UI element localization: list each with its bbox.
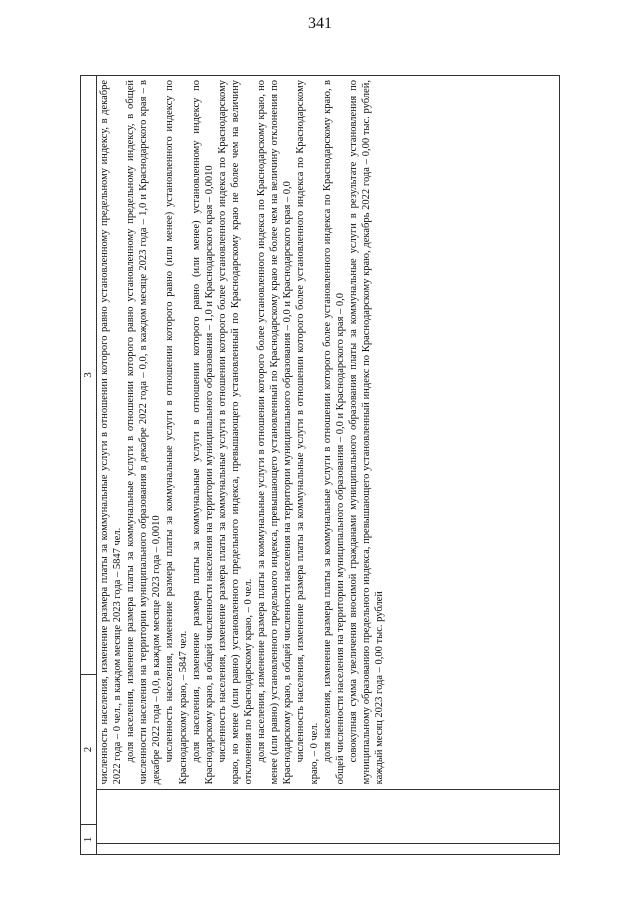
table-header-row <box>81 76 97 854</box>
table-frame <box>80 75 560 855</box>
table-paragraph: доля населения, изменение размера платы за коммунальные услуги в отношении которого равно (или менее) установленному индексу по Краснодарскому краю, в общей численности населения на территории муниципального образования – 1,0 и Краснодарского края – 0,0010 <box>190 80 215 785</box>
body-cell-col-3 <box>97 76 559 789</box>
table-body-row <box>97 76 559 854</box>
table-paragraph: совокупная сумма увеличения вносимой гражданами муниципального образования платы за коммунальные услуги в результате установления по муниципальному образованию предельного индекса, превышающего установленный индекс по Краснодарскому краю, декабрь 2022 года – 0,00 тыс. рублей, каждый месяц 2023 года – 0,00 тыс. рублей <box>347 80 385 785</box>
table-paragraph: численность населения, изменение размера платы за коммунальные услуги в отношении которого равно установленному предельному индексу, в декабре 2022 года – 0 чел., в каждом месяце 2023 года – 5847 чел. <box>99 80 124 785</box>
table-paragraph: численность населения, изменение размера платы за коммунальные услуги в отношении которого равно (или менее) установленного индексу по Краснодарскому краю, – 5847 чел. <box>164 80 189 785</box>
table-paragraph: численность населения, изменение размера платы за коммунальные услуги в отношении которого более установленного индекса по Краснодарскому краю, но менее (или равно) установленного предельного индекса, превышающего установленный по Краснодарскому краю не более чем на величину отклонения по Краснодарскому краю, – 0 чел. <box>216 80 255 785</box>
body-cell-col-1 <box>97 843 559 854</box>
page-number: 341 <box>308 15 332 32</box>
table-paragraph: доля населения, изменение размера платы за коммунальные услуги в отношении которого более установленного индекса по Краснодарскому краю, но менее (или равно) установленного предельного индекса, превышающего установленный по Краснодарскому краю не более чем на величину отклонения по Краснодарскому краю, в общей численности населения на территории муниципального образования – 0,0 и Краснодарского края – 0,0 <box>256 80 294 785</box>
rotated-table <box>80 75 560 855</box>
table-paragraph: численность населения, изменение размера платы за коммунальные услуги в отношении которого более установленного индекса по Краснодарскому краю, – 0 чел. <box>295 80 320 785</box>
table-paragraph: доля населения, изменение размера платы за коммунальные услуги в отношении которого более установленного индекса по Краснодарскому краю, в общей численности населения на территории муниципального образования – 0,0 и Краснодарского края – 0,0 <box>321 80 346 785</box>
header-col-3: 3 <box>82 372 94 378</box>
header-col-1: 1 <box>81 824 96 854</box>
table-paragraph: доля населения, изменение размера платы за коммунальные услуги в отношении которого равно установленному предельному индексу, в общей численности населения на территории муниципального образования в декабре 2022 года – 0,0, в каждом месяце 2023 года – 1,0 и Краснодарского края – в декабре 2022 года – 0,0, в каждом месяце 2023 года – 0,0010 <box>125 80 163 785</box>
body-cell-col-2 <box>97 789 559 842</box>
header-col-2: 2 <box>81 674 96 824</box>
